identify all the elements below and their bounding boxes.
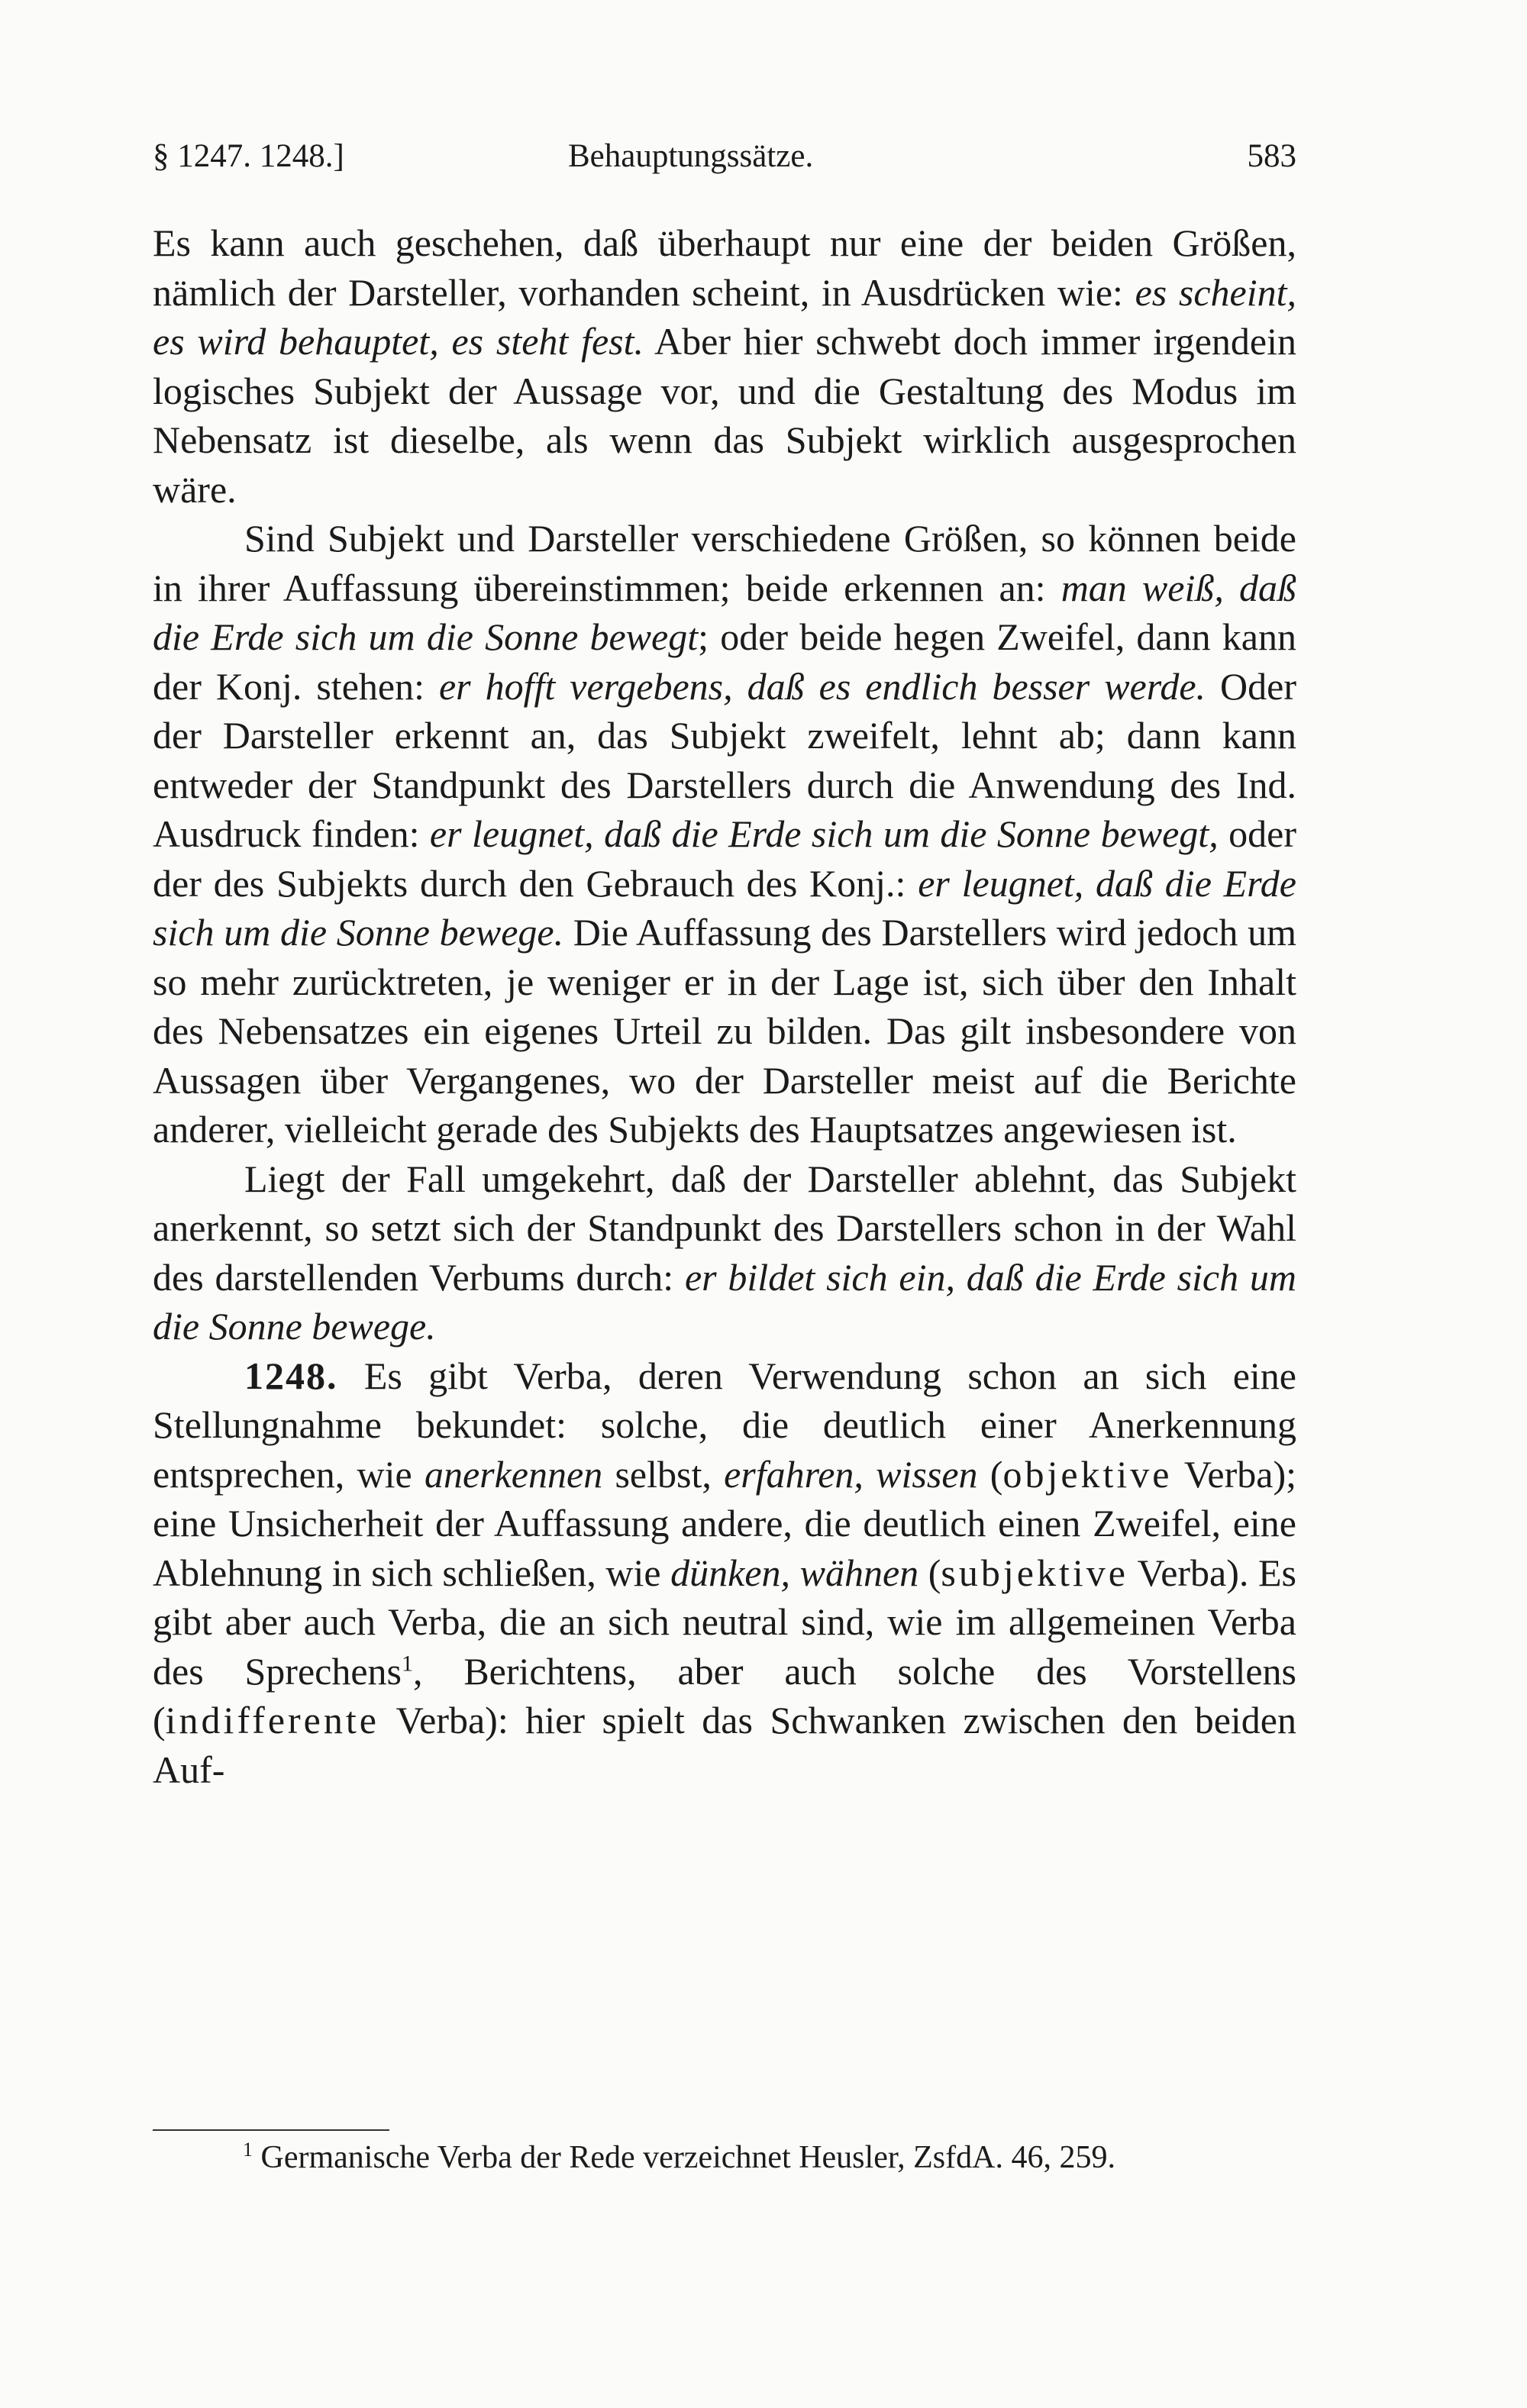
example-text: er bildet sich ein, daß die Erde sich um die Sonne bewege. <box>153 1255 1297 1348</box>
paragraph-1 <box>153 218 1296 514</box>
footnote-ref: 1 <box>401 1650 413 1676</box>
example-text: dünken, wähnen <box>670 1551 919 1594</box>
example-text: erfahren, wissen <box>724 1452 978 1496</box>
text-run: Verba). Es gibt aber auch Verba, die an sich neutral sind, wie im allgemeinen Verba des Sprechens <box>153 1551 1296 1693</box>
footnote-rule <box>153 2129 389 2131</box>
footnote <box>153 2135 1296 2180</box>
section-reference: § 1247. 1248.] <box>153 138 344 174</box>
text-run: ; oder beide hegen Zweifel, dann kann der Konj. stehen: <box>153 615 1296 708</box>
text-run: objektive <box>1002 1452 1173 1496</box>
text-run: Sind Subjekt und Darsteller verschiedene Größen, so können beide in ihrer Auffassung übereinstimmen; beide erkennen an: <box>153 517 1296 609</box>
example-text: man weiß, daß die Erde sich um die Sonne bewegt <box>153 566 1296 658</box>
text-run: Liegt der Fall umgekehrt, daß der Darsteller ablehnt, das Subjekt anerkennt, so setzt sich der Standpunkt des Darstellers schon in der Wahl des darstellenden Verbums durch: <box>153 1157 1296 1299</box>
example-text: er leugnet, daß die Erde sich um die Sonne bewege. <box>153 861 1296 954</box>
text-run: Verba); eine Unsicherheit der Auffassung andere, die deutlich einen Zweifel, eine Ablehnung in sich schließen, wie <box>153 1452 1296 1594</box>
page-body <box>153 218 1296 1794</box>
text-run: oder der des Subjekts durch den Gebrauch des Konj.: <box>153 812 1296 905</box>
text-run: Es kann auch geschehen, daß überhaupt nur eine der beiden Größen, nämlich der Darsteller, vorhanden scheint, in Ausdrücken wie: <box>153 221 1296 314</box>
text-run: Die Auffassung des Darstellers wird jedoch um so mehr zurücktreten, je weniger er in der Lage ist, sich über den Inhalt des Nebensatzes ein eigenes Urteil zu bilden. Das gilt insbesondere von Aussagen über Vergangenes, wo der Darsteller meist auf die Berichte anderer, vielleicht gerade des Subjekts des Hauptsatzes angewiesen ist. <box>153 911 1297 1151</box>
paragraph-3 <box>153 1154 1296 1351</box>
text-run: ( <box>977 1452 1003 1496</box>
text-run: Verba): hier spielt das Schwanken zwischen den beiden Auf- <box>153 1699 1296 1791</box>
running-header <box>153 137 1296 183</box>
paragraph-4-section-1248 <box>153 1351 1296 1795</box>
page-number: 583 <box>1247 138 1296 174</box>
text-run: Aber hier schwebt doch immer irgendein logisches Subjekt der Aussage vor, und die Gestaltung des Modus im Nebensatz ist dieselbe, als wenn das Subjekt wirklich ausgesprochen wäre. <box>153 320 1296 511</box>
text-run: ( <box>918 1551 941 1594</box>
text-run: subjektive <box>941 1551 1128 1594</box>
paragraph-2 <box>153 514 1296 1154</box>
running-title: Behauptungssätze. <box>568 138 814 174</box>
text-run: Es gibt Verba, deren Verwendung schon an sich eine Stellungnahme bekundet: solche, die deutlich einer Anerkennung entsprechen, wie <box>153 1354 1296 1496</box>
example-text: er leugnet, daß die Erde sich um die Sonne bewegt, <box>429 812 1219 855</box>
text-run: , Berichtens, aber auch solche des Vorstellens ( <box>153 1649 1296 1741</box>
text-run: indifferente <box>165 1699 379 1741</box>
example-text: es scheint, es wird behauptet, es steht fest. <box>153 270 1297 363</box>
example-text: er hofft vergebens, daß es endlich besser werde. <box>438 664 1206 708</box>
footnote-mark: 1 <box>243 2138 253 2161</box>
footnote-text: Germanische Verba der Rede verzeichnet Heusler, ZsfdA. 46, 259. <box>260 2140 1115 2175</box>
section-number: 1248. <box>244 1354 338 1397</box>
text-run: Oder der Darsteller erkennt an, das Subjekt zweifelt, lehnt ab; dann kann entweder der Standpunkt des Darstellers durch die Anwendung des Ind. Ausdruck finden: <box>153 664 1296 855</box>
example-text: anerkennen <box>424 1452 603 1496</box>
text-run: selbst, <box>602 1452 725 1496</box>
